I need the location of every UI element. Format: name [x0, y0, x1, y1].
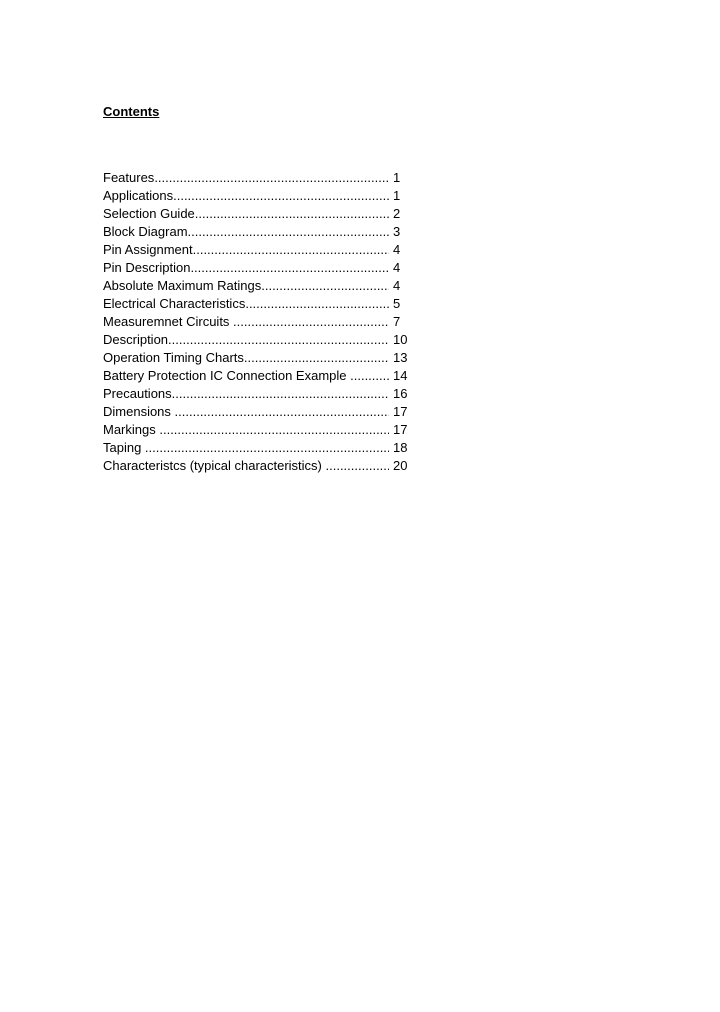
toc-entry-label: Selection Guide	[103, 206, 195, 221]
toc-entry[interactable]	[103, 439, 413, 457]
toc-entry[interactable]	[103, 349, 413, 367]
toc-entry[interactable]	[103, 259, 413, 277]
toc-entry[interactable]	[103, 295, 413, 313]
toc-entry-label: Markings	[103, 422, 160, 437]
toc-entry-page: 20	[393, 458, 408, 473]
toc-entry-page: 4	[393, 278, 401, 293]
toc-entry-label: Dimensions	[103, 404, 175, 419]
dot-leader	[168, 331, 389, 349]
toc-entry-label: Electrical Characteristics	[103, 296, 246, 311]
toc-entry-label: Operation Timing Charts	[103, 350, 244, 365]
dot-leader	[175, 403, 389, 421]
dot-leader	[154, 169, 389, 187]
toc-entry-page: 17	[393, 422, 408, 437]
toc-entry-page: 1	[393, 188, 401, 203]
toc-entry-page: 4	[393, 260, 401, 275]
toc-entry-label: Characteristcs (typical characteristics)	[103, 458, 326, 473]
toc-entry-label: Taping	[103, 440, 145, 455]
table-of-contents	[103, 169, 413, 475]
dot-leader	[261, 277, 389, 295]
toc-entry-page: 2	[393, 206, 401, 221]
toc-entry[interactable]	[103, 367, 413, 385]
toc-entry[interactable]	[103, 241, 413, 259]
toc-entry-page: 13	[393, 350, 408, 365]
dot-leader	[159, 421, 389, 439]
toc-entry-label: Pin Description	[103, 260, 191, 275]
dot-leader	[173, 187, 389, 205]
toc-entry-page: 1	[393, 170, 401, 185]
dot-leader	[244, 349, 389, 367]
toc-entry[interactable]	[103, 205, 413, 223]
dot-leader	[190, 259, 389, 277]
toc-entry[interactable]	[103, 385, 413, 403]
contents-heading: Contents	[103, 104, 160, 119]
toc-entry-label: Absolute Maximum Ratings	[103, 278, 262, 293]
toc-entry-page: 4	[393, 242, 401, 257]
dot-leader	[193, 241, 389, 259]
toc-entry-label: Applications	[103, 188, 174, 203]
toc-entry-label: Features	[103, 170, 155, 185]
dot-leader	[172, 385, 389, 403]
toc-entry[interactable]	[103, 313, 413, 331]
toc-entry-page: 7	[393, 314, 401, 329]
toc-entry-page: 10	[393, 332, 408, 347]
toc-entry-page: 16	[393, 386, 408, 401]
toc-entry-label: Pin Assignment	[103, 242, 193, 257]
dot-leader	[233, 313, 389, 331]
dot-leader	[326, 457, 390, 475]
toc-entry-label: Precautions	[103, 386, 172, 401]
toc-entry-page: 17	[393, 404, 408, 419]
toc-entry-label: Battery Protection IC Connection Example	[103, 368, 351, 383]
toc-entry[interactable]	[103, 331, 413, 349]
toc-entry-page: 3	[393, 224, 401, 239]
toc-entry[interactable]	[103, 421, 413, 439]
toc-entry[interactable]	[103, 169, 413, 187]
dot-leader	[188, 223, 389, 241]
dot-leader	[350, 367, 389, 385]
dot-leader	[145, 439, 389, 457]
toc-entry[interactable]	[103, 223, 413, 241]
toc-entry[interactable]	[103, 277, 413, 295]
toc-entry-label: Measuremnet Circuits	[103, 314, 234, 329]
toc-entry[interactable]	[103, 187, 413, 205]
dot-leader	[195, 205, 389, 223]
dot-leader	[245, 295, 389, 313]
toc-entry[interactable]	[103, 403, 413, 421]
toc-entry-label: Description	[103, 332, 169, 347]
toc-entry[interactable]	[103, 457, 413, 475]
toc-entry-page: 18	[393, 440, 408, 455]
toc-entry-page: 5	[393, 296, 401, 311]
toc-entry-label: Block Diagram	[103, 224, 188, 239]
toc-entry-page: 14	[393, 368, 408, 383]
